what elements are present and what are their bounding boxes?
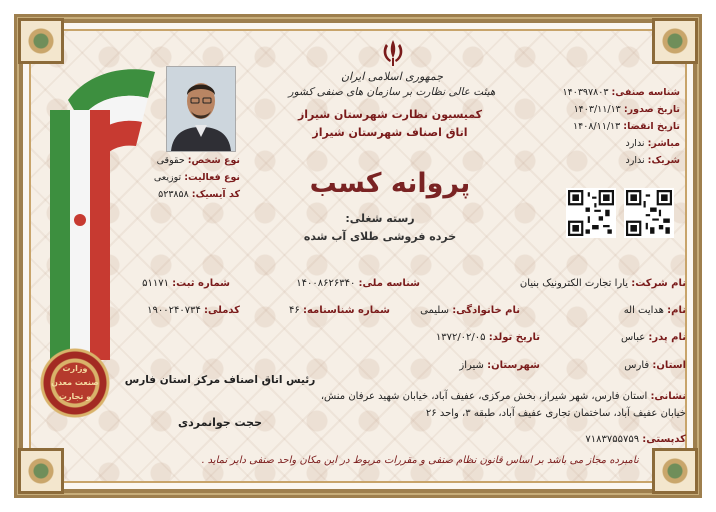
corner-ornament <box>18 448 64 494</box>
qr-code-icon <box>566 188 616 238</box>
header-line-1: جمهوری اسلامی ایران <box>340 70 444 83</box>
field-value: خرده فروشی طلای آب شده <box>303 230 457 243</box>
owner-photo <box>166 66 236 152</box>
meta-row: کد آیسیک: ۵۲۳۸۵۸ <box>158 189 240 200</box>
father-name-row: نام پدر: عباس <box>620 332 686 343</box>
corner-ornament <box>18 18 64 64</box>
certificate-number-row: شماره شناسنامه: ۴۶ <box>289 305 390 316</box>
meta-row: تاریخ صدور: ۱۴۰۳/۱۱/۱۳ <box>573 104 680 115</box>
header-line-2: هیئت عالی نظارت بر سازمان های صنفی کشور <box>288 86 496 98</box>
person-photo-icon <box>167 67 235 151</box>
meta-row: نوع شخص: حقوقی <box>156 155 240 166</box>
national-id-row: شناسه ملی: ۱۴۰۰۸۶۲۶۳۴۰ <box>296 278 420 289</box>
signatory-title: رئیس اتاق اصناف مرکز استان فارس <box>124 374 316 386</box>
chamber-title: اتاق اصناف شهرستان شیراز <box>312 126 468 139</box>
city-row: شهرستان: شیراز <box>459 360 540 371</box>
meta-row: تاریخ انقضا: ۱۴۰۸/۱۱/۱۳ <box>573 121 680 132</box>
family-name-row: نام خانوادگی: سلیمی <box>420 305 520 316</box>
company-row: نام شرکت: یارا تجارت الکترونیک بنیان <box>519 278 686 289</box>
footer-note: نامبرده مجاز می باشد بر اساس قانون نظام صنفی و مقررات مربوط در این مکان واحد صنفی دایر نماید . <box>201 455 639 466</box>
meta-row: شریک: ندارد <box>625 155 680 166</box>
iran-emblem-icon <box>380 38 406 68</box>
meta-row: نوع فعالیت: توزیعی <box>153 172 240 183</box>
qr-code-icon <box>624 188 674 238</box>
signatory-name: حجت جوانمردی <box>178 416 262 429</box>
address-row: نشانی: استان فارس، شهر شیراز، بخش مرکزی، عفیف آباد، خیابان شهید عرفان منش، خیابان عفیف آباد، ساختمان تجاری عفیف آباد، طبقه ۳، واحد ۲۶ <box>320 391 686 419</box>
registration-row: شماره ثبت: ۵۱۱۷۱ <box>142 278 230 289</box>
meta-row: مباشر: ندارد <box>625 138 680 149</box>
commission-title: کمیسیون نظارت شهرستان شیراز <box>297 108 483 121</box>
national-code-row: کدملی: ۱۹۰۰۲۴۰۷۳۴ <box>147 305 240 316</box>
postal-code-row: کدپستی: ۷۱۸۳۷۵۵۷۵۹ <box>585 434 686 445</box>
field-label: رسته شغلی: <box>345 212 415 225</box>
province-row: استان: فارس <box>624 360 686 371</box>
corner-ornament <box>652 18 698 64</box>
license-meta <box>560 84 680 169</box>
birth-date-row: تاریخ تولد: ۱۳۷۲/۰۲/۰۵ <box>435 332 540 343</box>
meta-row: شناسه صنفی: ۱۴۰۳۹۷۸۰۳ <box>562 87 680 98</box>
person-info <box>150 152 240 203</box>
first-name-row: نام: هدایت اله <box>623 305 686 316</box>
license-title: پروانه کسب <box>309 168 471 199</box>
ministry-seal: وزارت صنعت معدن و تجارت <box>40 348 110 418</box>
